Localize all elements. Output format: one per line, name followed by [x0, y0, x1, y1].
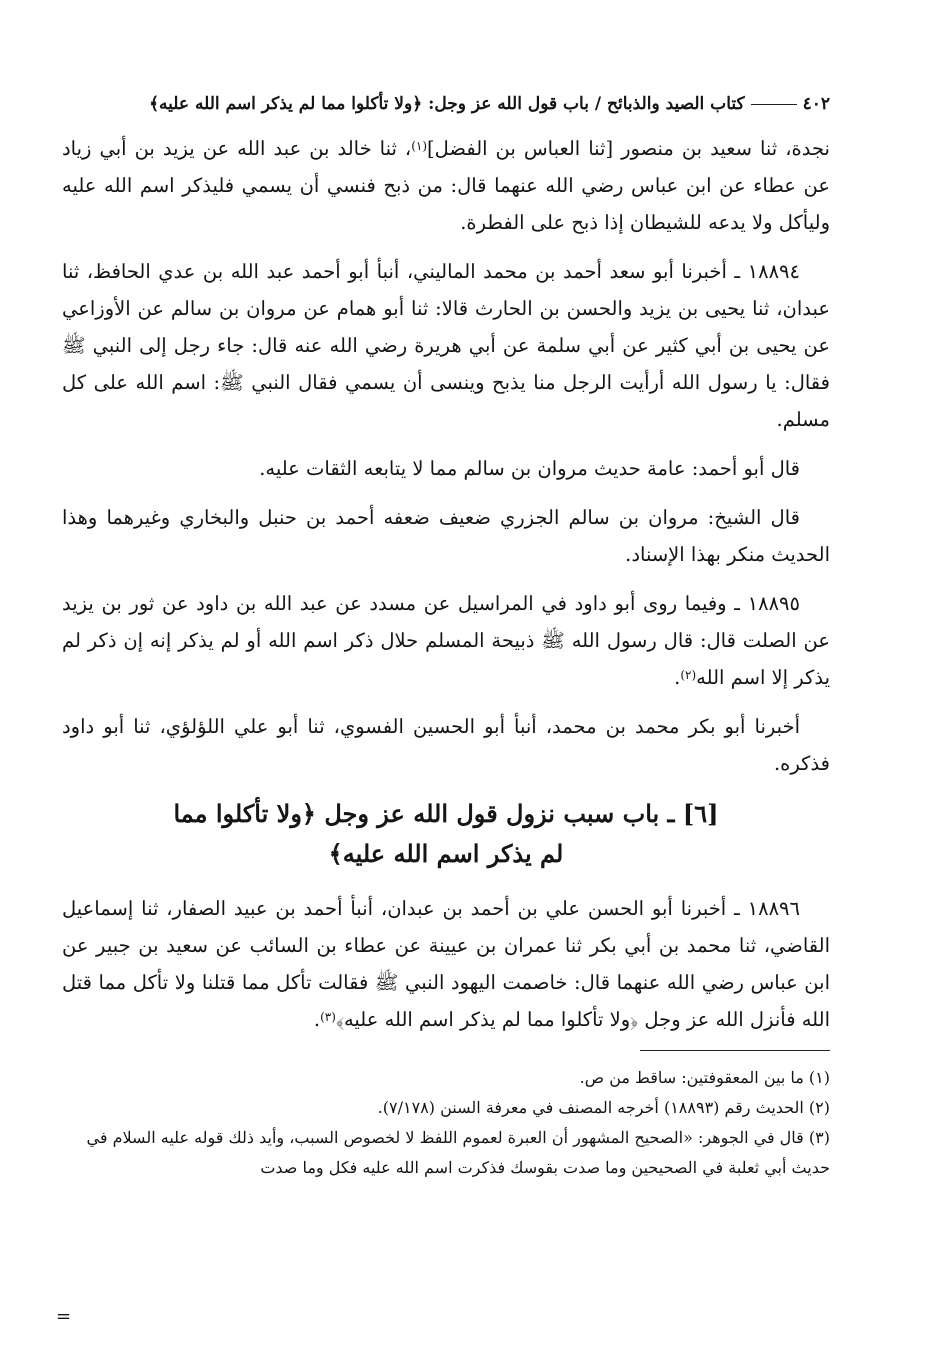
page-number-group — [149, 92, 830, 116]
footnote-2: (٢) الحديث رقم (١٨٨٩٣) أخرجه المصنف في معرفة السنن (٧/١٧٨). — [377, 1098, 830, 1117]
paragraph-text: ١٨٨٩٦ ـ أخبرنا أبو الحسن علي بن أحمد بن عبدان، أنبأ أحمد بن عبيد الصفار، ثنا إسماعيل القاضي، ثنا محمد بن أبي بكر ثنا عمران بن عيينة عن عطاء بن السائب عن سعيد بن جبير عن ابن عباس رضي الله عنهما قال: خاصمت اليهود النبي ﷺ فقالت تأكل مما قتلنا ولا تأكل مما قتل الله فأنزل الله عز وجل ﴿ولا تأكلوا مما لم يذكر اسم الله عليه﴾ — [62, 897, 830, 1031]
paragraph: قال أبو أحمد: عامة حديث مروان بن سالم مما لا يتابعه الثقات عليه. — [259, 457, 800, 480]
running-title: كتاب الصيد والذبائح / باب قول الله عز وجل: ﴿ولا تأكلوا مما لم يذكر اسم الله عليه﴾ — [149, 94, 745, 114]
footnote-3: (٣) قال في الجوهر: «الصحيح المشهور أن العبرة لعموم اللفظ لا لخصوص السبب، وأيد ذلك قوله عليه السلام في حديث أبي ثعلبة في الصحيحين وما صدت بقوسك فذكرت اسم الله عليه فكل وما صدت — [86, 1128, 830, 1177]
chapter-heading-line: لم يذكر اسم الله عليه﴾ — [328, 839, 564, 868]
paragraph-text: ١٨٨٩٥ ـ وفيما روى أبو داود في المراسيل عن مسدد عن عبد الله بن داود عن ثور بن يزيد عن الصلت قال: قال رسول الله ﷺ ذبيحة المسلم حلال ذكر اسم الله أو لم يذكر إنه إن ذكر لم يذكر إلا اسم الله — [62, 592, 830, 689]
hadith-18895 — [62, 585, 830, 696]
paragraph — [62, 130, 830, 241]
footnote-1: (١) ما بين المعقوفتين: ساقط من ص. — [579, 1068, 830, 1087]
paragraph-text: ، ثنا خالد بن عبد الله عن يزيد بن أبي زياد عن عطاء عن ابن عباس رضي الله عنهما قال: من ذبح فنسي أن يسمي فليذكر اسم الله عليه وليأكل ولا يدعه للشيطان إذا ذبح على الفطرة. — [62, 137, 830, 234]
chapter-heading-line: [٦] ـ باب سبب نزول قول الله عز وجل ﴿ولا تأكلوا مما — [173, 799, 719, 828]
hadith-18894: ١٨٨٩٤ ـ أخبرنا أبو سعد أحمد بن محمد الماليني، أنبأ أبو أحمد عبد الله بن عدي الحافظ، ثنا عبدان، ثنا يحيى بن يزيد والحسن بن الحارث قالا: ثنا أبو همام عن مروان بن سالم عن الأوزاعي عن يحيى بن أبي كثير عن أبي سلمة عن أبي هريرة رضي الله عنه قال: جاء رجل إلى النبي ﷺ فقال: يا رسول الله أرأيت الرجل منا يذبح وينسى أن يسمي فقال النبي ﷺ: اسم الله على كل مسلم. — [62, 260, 830, 431]
hadith-18896 — [62, 890, 830, 1038]
header-rule — [751, 104, 797, 105]
main-text — [62, 130, 830, 1038]
footnote-ref[interactable]: (٢) — [680, 668, 697, 682]
footnotes — [62, 1063, 830, 1183]
paragraph-text: نجدة، ثنا سعيد بن منصور [ثنا العباس بن الفضل] — [427, 137, 830, 160]
footnote-ref[interactable]: (٣) — [320, 1010, 336, 1024]
book-page — [62, 92, 830, 1183]
paragraph-text: . — [313, 1008, 321, 1031]
chapter-heading — [62, 794, 830, 874]
footnote-separator — [640, 1050, 830, 1051]
paragraph: قال الشيخ: مروان بن سالم الجزري ضعيف ضعفه أحمد بن حنبل والبخاري وغيرهما وهذا الحديث منكر بهذا الإسناد. — [62, 506, 830, 566]
page-number: ٤٠٢ — [802, 94, 830, 114]
paragraph: أخبرنا أبو بكر محمد بن محمد، أنبأ أبو الحسين الفسوي، ثنا أبو علي اللؤلؤي، ثنا أبو داود فذكره. — [62, 715, 830, 775]
continuation-mark: = — [56, 1306, 72, 1327]
running-header — [62, 92, 830, 116]
paragraph-text: . — [674, 666, 681, 689]
footnote-ref[interactable]: (١) — [411, 139, 428, 153]
